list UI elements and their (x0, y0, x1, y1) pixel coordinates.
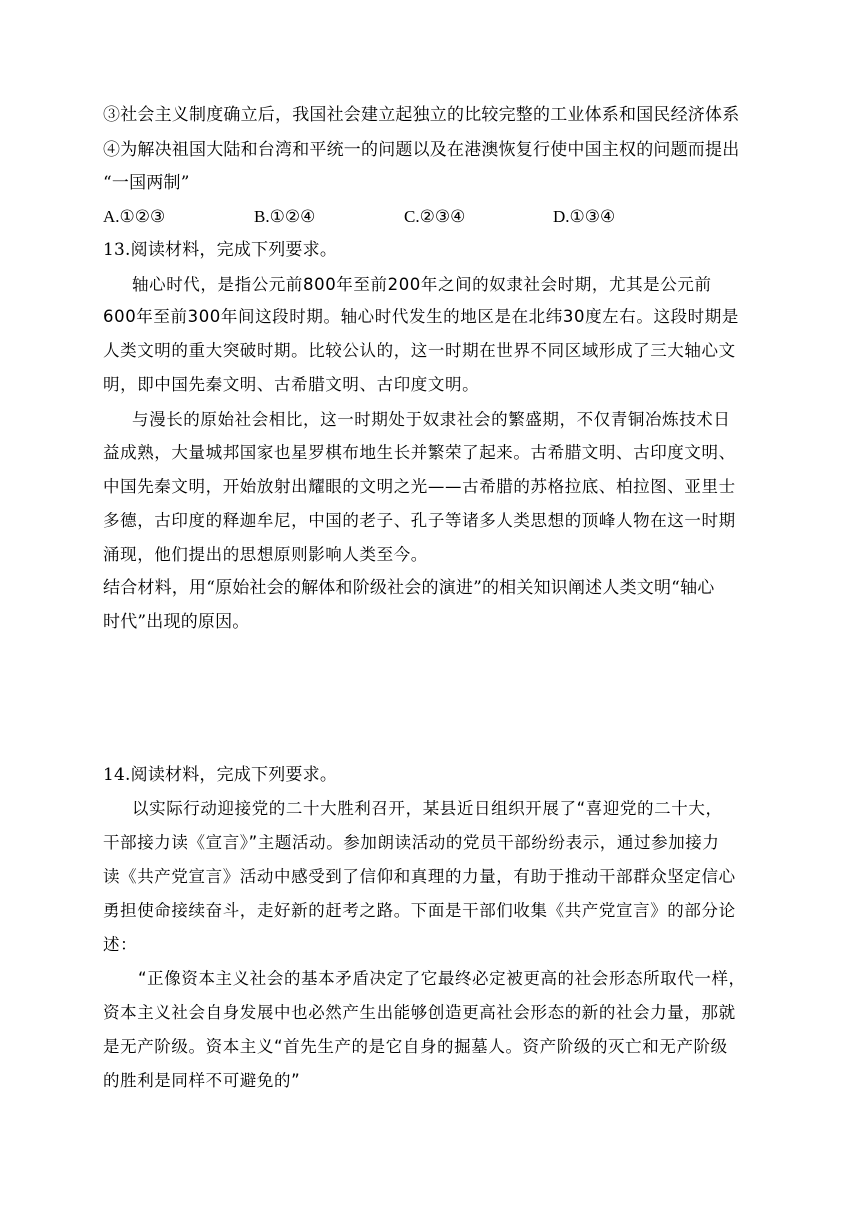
q13-para2-line: 益成熟，大量城邦国家也星罗棋布地生长并繁荣了起来。古希腊文明、古印度文明、 (103, 443, 736, 462)
q13-para1-line: 轴心时代，是指公元前800年至前200年之间的奴隶社会时期，尤其是公元前 (132, 275, 712, 294)
q13-para2-line: 中国先秦文明，开始放射出耀眼的文明之光——古希腊的苏格拉底、柏拉图、亚里士 (103, 477, 736, 496)
q13-question-line: 结合材料，用“原始社会的解体和阶级社会的演进”的相关知识阐述人类文明“轴心 (103, 578, 715, 598)
q14-para1-line: 读《共产党宣言》活动中感受到了信仰和真理的力量，有助于推动干部群众坚定信心 (103, 867, 736, 886)
q12-option-b: B.①②④ (254, 207, 316, 226)
q12-option-d: D.①③④ (553, 207, 616, 226)
q13-para2-line: 涌现，他们提出的思想原则影响人类至今。 (103, 545, 428, 564)
q12-option-c: C.②③④ (404, 207, 466, 226)
q13-question-line: 时代”出现的原因。 (103, 612, 250, 632)
q14-para1-line: 勇担使命接续奋斗，走好新的赶考之路。下面是干部们收集《共产党宣言》的部分论 (103, 901, 736, 920)
q14-para1-line: 干部接力读《宣言》”主题活动。参加朗读活动的党员干部纷纷表示，通过参加接力 (103, 833, 720, 852)
q14-para1-line: 以实际行动迎接党的二十大胜利召开，某县近日组织开展了“喜迎党的二十大， (132, 799, 723, 818)
q12-item-4-line-2: “一国两制” (103, 173, 190, 193)
q12-option-a: A.①②③ (103, 207, 166, 226)
q13-para2-line: 与漫长的原始社会相比，这一时期处于奴隶社会的繁盛期，不仅青铜冶炼技术日 (132, 410, 731, 429)
q14-heading: 14.阅读材料，完成下列要求。 (103, 765, 338, 785)
q14-quote-line: 资本主义社会自身发展中也必然产生出能够创造更高社会形态的新的社会力量，那就 (103, 1003, 736, 1022)
q12-item-4-line-1: ④为解决祖国大陆和台湾和平统一的问题以及在港澳恢复行使中国主权的问题而提出 (103, 140, 740, 160)
q13-para1-line: 人类文明的重大突破时期。比较公认的，这一时期在世界不同区域形成了三大轴心文 (103, 341, 736, 360)
q13-para1-line: 明，即中国先秦文明、古希腊文明、古印度文明。 (103, 375, 480, 394)
q14-para1-line: 述： (103, 935, 138, 954)
q12-item-3: ③社会主义制度确立后，我国社会建立起独立的比较完整的工业体系和国民经济体系 (103, 105, 740, 125)
q14-quote-line: “正像资本主义社会的基本矛盾决定了它最终必定被更高的社会形态所取代一样， (138, 969, 746, 988)
q13-heading: 13.阅读材料，完成下列要求。 (103, 240, 338, 260)
q13-para1-line: 600年至前300年间这段时期。轴心时代发生的地区是在北纬30度左右。这段时期是 (103, 307, 739, 326)
q14-quote-line: 的胜利是同样不可避免的” (103, 1071, 301, 1090)
q14-quote-line: 是无产阶级。资本主义“首先生产的是它自身的掘墓人。资产阶级的灭亡和无产阶级 (103, 1037, 728, 1056)
q13-para2-line: 多德，古印度的释迦牟尼，中国的老子、孔子等诸多人类思想的顶峰人物在这一时期 (103, 511, 736, 530)
